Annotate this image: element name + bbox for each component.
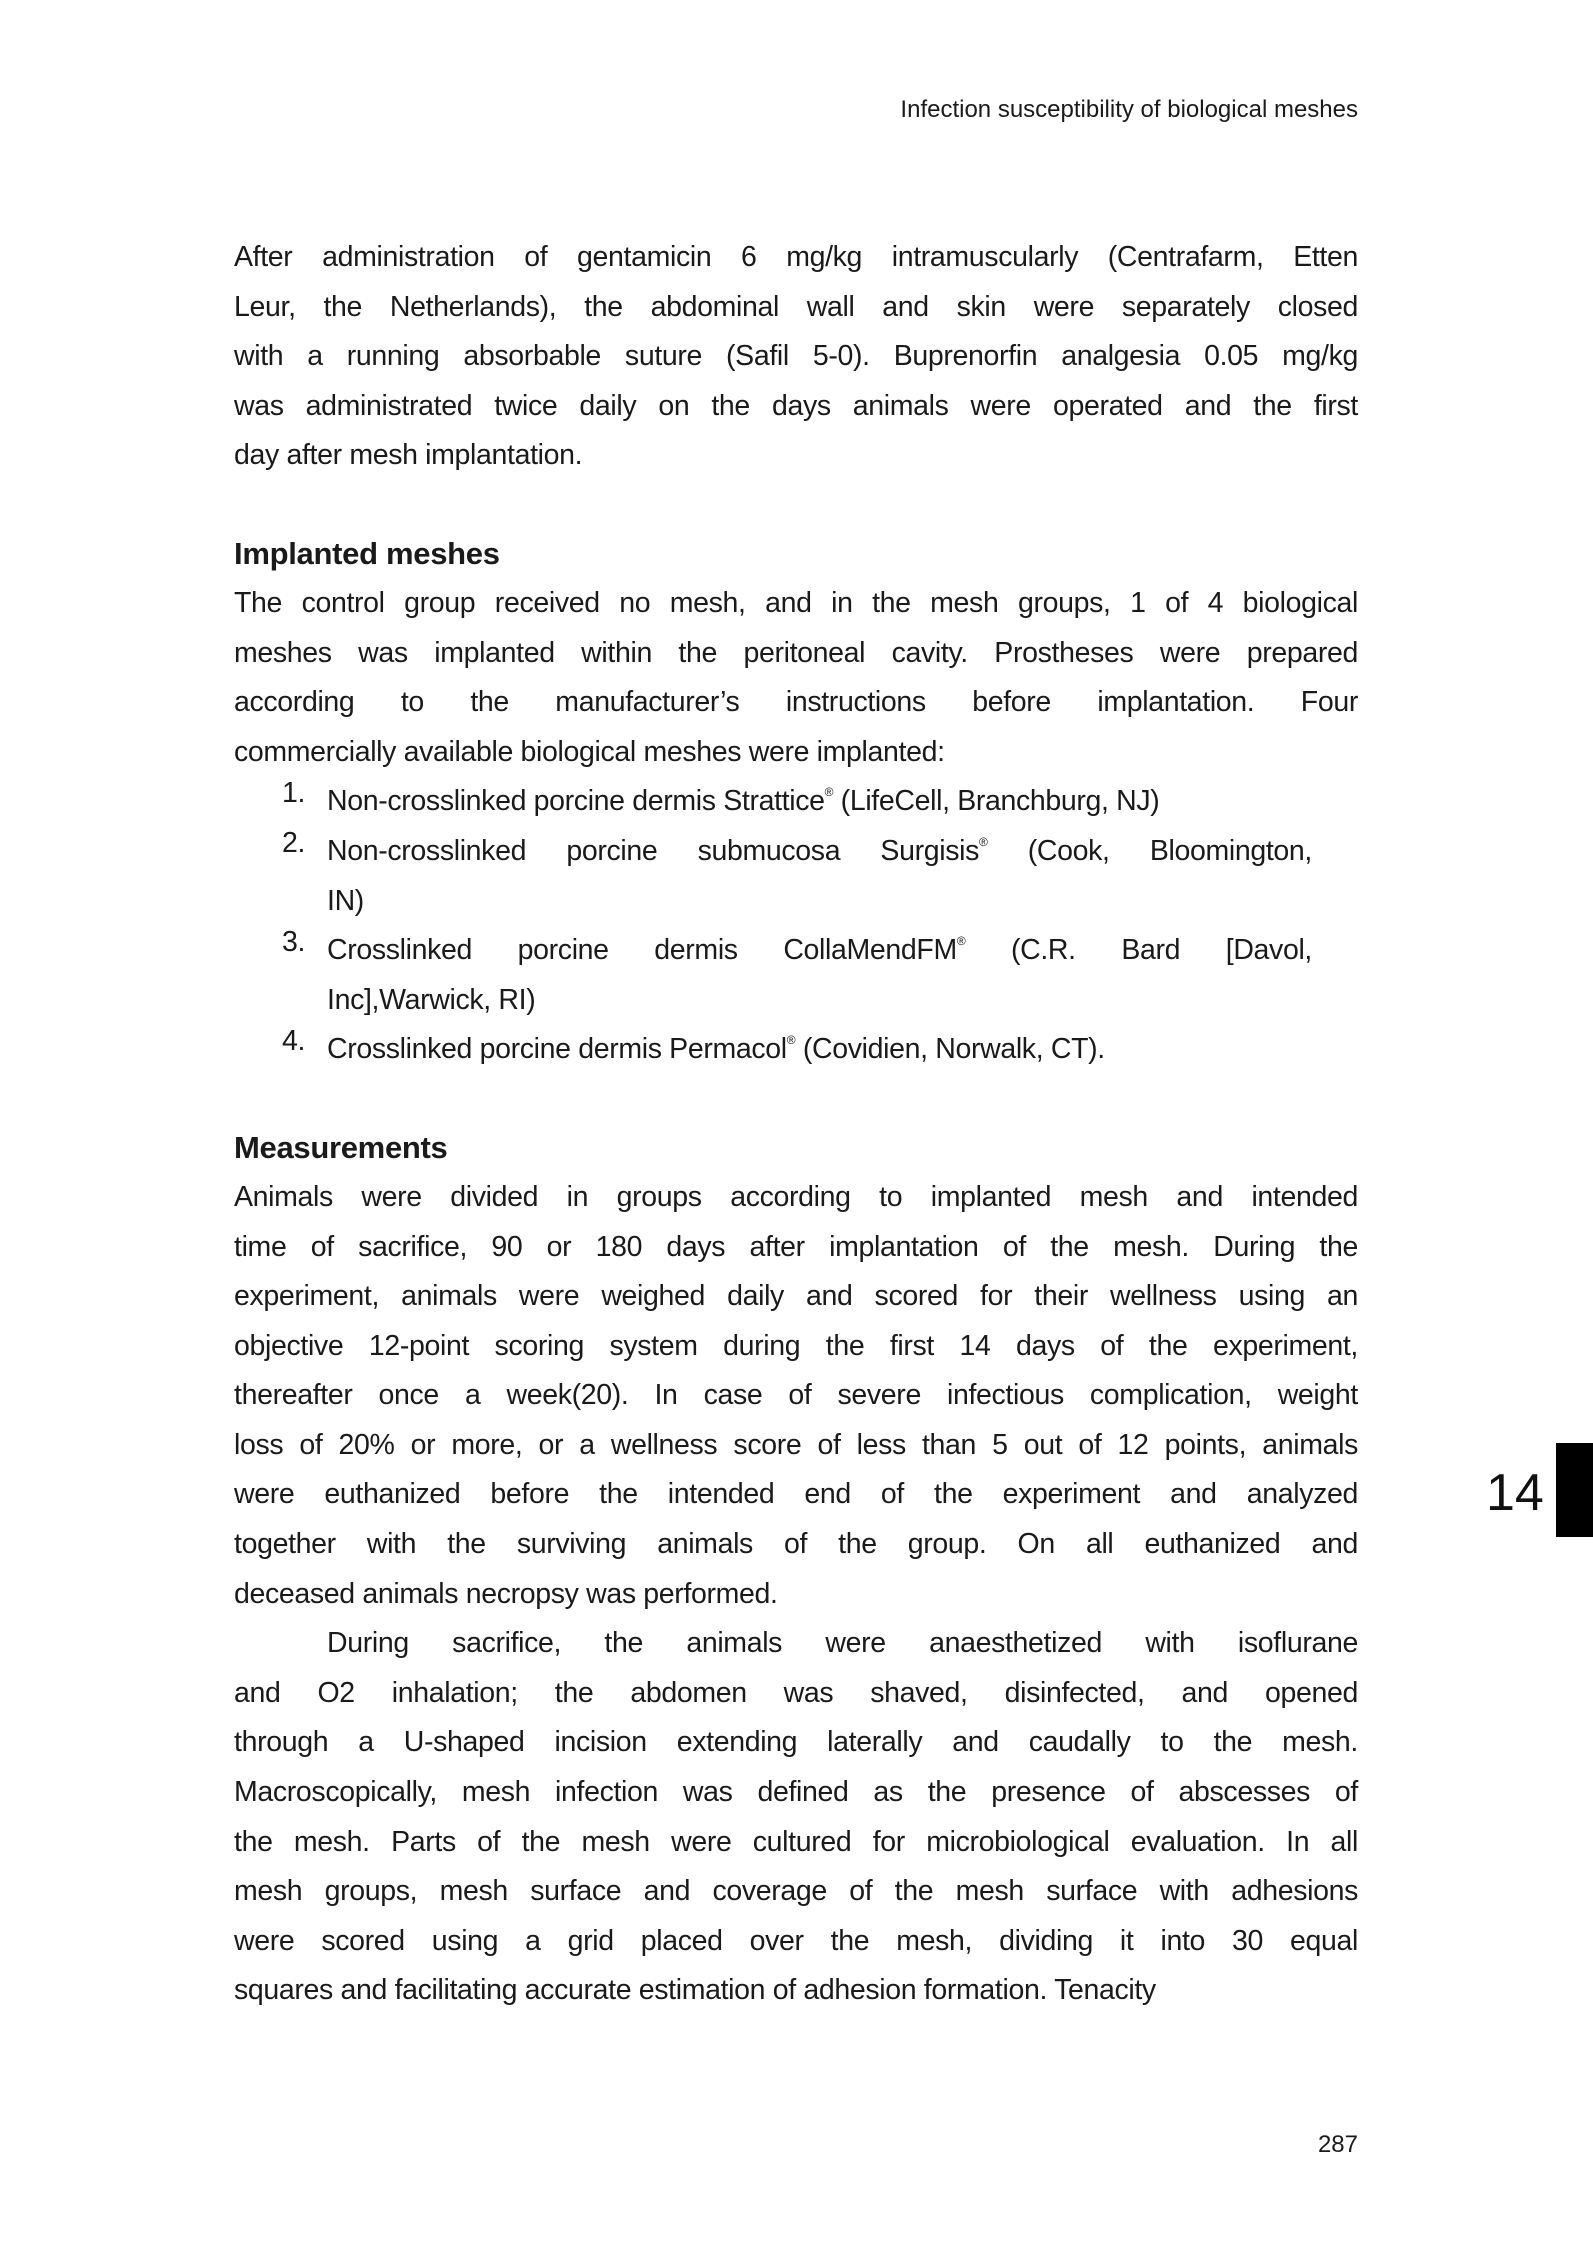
text-line: Leur, the Netherlands), the abdominal wall and skin were separately closed <box>234 290 1358 323</box>
registered-mark: ® <box>956 934 966 949</box>
list-item-text: Crosslinked porcine dermis Permacol <box>327 1033 787 1066</box>
list-item-text: Crosslinked porcine dermis CollaMendFM <box>327 934 957 967</box>
section-heading-measurements: Measurements <box>234 1129 448 1165</box>
list-number: 2. <box>282 826 306 859</box>
registered-mark: ® <box>979 834 988 849</box>
list-number: 1. <box>282 777 306 810</box>
text-line: were scored using a grid placed over the mesh, dividing it into 30 equal <box>234 1924 1358 1957</box>
list-number: 4. <box>282 1025 306 1058</box>
paragraph-implanted-meshes <box>234 579 1358 777</box>
page-number: 287 <box>1317 2131 1358 2158</box>
list-item-text: (C.R. Bard [Davol, <box>965 934 1312 967</box>
text-line: day after mesh implantation. <box>234 439 583 472</box>
registered-mark: ® <box>824 785 834 800</box>
running-head: Infection susceptibility of biological meshes <box>900 96 1358 123</box>
text-line: according to the manufacturer’s instructions before implantation. Four <box>234 686 1358 719</box>
list-item <box>234 777 1312 827</box>
text-line: the mesh. Parts of the mesh were cultured for microbiological evaluation. In all <box>234 1825 1358 1858</box>
list-item <box>234 1025 1312 1075</box>
list-item-text: IN) <box>327 884 364 917</box>
list-item-line <box>327 877 1312 927</box>
list-item-text: Inc],Warwick, RI) <box>327 983 536 1016</box>
list-number: 3. <box>282 926 306 959</box>
list-item-line <box>327 1025 1312 1075</box>
text-line: thereafter once a week(20). In case of severe infectious complication, weight <box>234 1379 1358 1412</box>
list-item-text: Non-crosslinked porcine submucosa Surgisis <box>327 834 979 867</box>
text-line: objective 12-point scoring system during the first 14 days of the experiment, <box>234 1329 1358 1362</box>
list-item-text: (Covidien, Norwalk, CT). <box>795 1033 1105 1066</box>
list-item-line <box>327 827 1312 877</box>
text-line: commercially available biological meshes were implanted: <box>234 735 945 768</box>
chapter-tab-marker <box>1556 1443 1593 1537</box>
text-line: Macroscopically, mesh infection was defined as the presence of abscesses of <box>234 1776 1358 1809</box>
paragraph-sacrifice <box>234 1619 1358 2016</box>
text-line: loss of 20% or more, or a wellness score of less than 5 out of 12 points, animals <box>234 1428 1358 1461</box>
page-body <box>234 233 1358 2016</box>
text-line: experiment, animals were weighed daily and scored for their wellness using an <box>234 1280 1358 1313</box>
text-line: deceased animals necropsy was performed. <box>234 1577 778 1610</box>
paragraph-postoperative-care <box>234 233 1358 481</box>
text-line: meshes was implanted within the peritoneal cavity. Prostheses were prepared <box>234 636 1358 669</box>
list-item-line <box>327 777 1312 827</box>
text-line: was administrated twice daily on the days animals were operated and the first <box>234 389 1358 422</box>
text-line: with a running absorbable suture (Safil 5-0). Buprenorfin analgesia 0.05 mg/kg <box>234 340 1358 373</box>
text-line: time of sacrifice, 90 or 180 days after implantation of the mesh. During the <box>234 1230 1358 1263</box>
list-item <box>234 926 1312 1025</box>
text-line: through a U-shaped incision extending laterally and caudally to the mesh. <box>234 1726 1358 1759</box>
chapter-number: 14 <box>1486 1464 1544 1522</box>
text-line: together with the surviving animals of the group. On all euthanized and <box>234 1528 1358 1561</box>
list-item-line <box>327 976 1312 1026</box>
list-item-text: (LifeCell, Branchburg, NJ) <box>833 785 1160 818</box>
paragraph-measurements <box>234 1173 1358 1619</box>
text-line: mesh groups, mesh surface and coverage of the mesh surface with adhesions <box>234 1875 1358 1908</box>
list-item <box>234 827 1312 926</box>
text-line: After administration of gentamicin 6 mg/kg intramuscularly (Centrafarm, Etten <box>234 241 1358 273</box>
text-line: and O2 inhalation; the abdomen was shaved, disinfected, and opened <box>234 1676 1358 1709</box>
mesh-list <box>234 777 1358 1075</box>
list-item-line <box>327 926 1312 976</box>
text-line: During sacrifice, the animals were anaesthetized with isoflurane <box>327 1627 1358 1660</box>
list-item-text: (Cook, Bloomington, <box>987 834 1312 867</box>
section-heading-implanted-meshes: Implanted meshes <box>234 535 500 571</box>
text-line: The control group received no mesh, and in the mesh groups, 1 of 4 biological <box>234 586 1358 619</box>
registered-mark: ® <box>786 1033 796 1048</box>
text-line: Animals were divided in groups according to implanted mesh and intended <box>234 1180 1358 1213</box>
list-item-text: Non-crosslinked porcine dermis Strattice <box>327 785 825 818</box>
text-line: squares and facilitating accurate estimation of adhesion formation. Tenacity <box>234 1974 1156 2007</box>
text-line: were euthanized before the intended end of the experiment and analyzed <box>234 1478 1358 1511</box>
